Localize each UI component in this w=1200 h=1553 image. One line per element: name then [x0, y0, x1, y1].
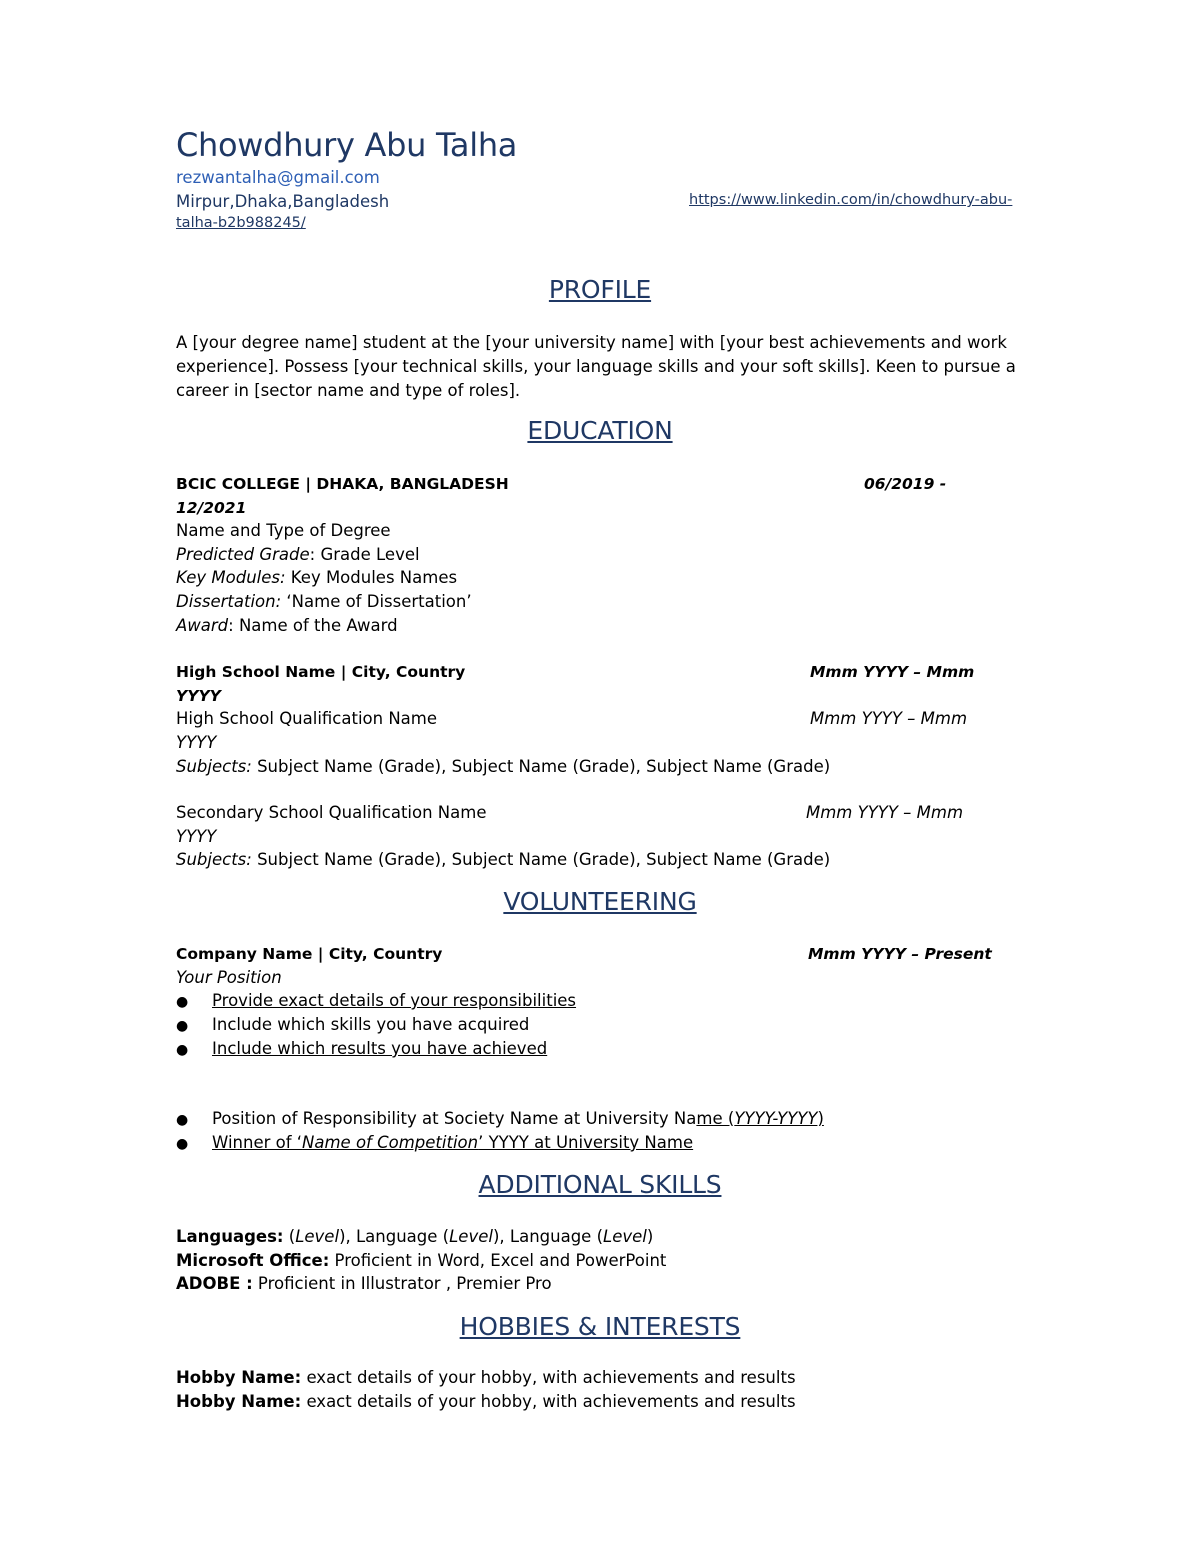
- linkedin-link-continued[interactable]: talha-b2b988245/: [176, 215, 306, 231]
- linkedin-link[interactable]: https://www.linkedin.com/in/chowdhury-abu-: [689, 192, 1013, 208]
- high-school-qualification: High School Qualification Name: [176, 709, 438, 728]
- list-item: ● Include which results you have achieved: [176, 1037, 547, 1062]
- education-heading: EDUCATION: [527, 416, 673, 445]
- high-school-date-b: YYYY: [176, 687, 221, 705]
- award-value: : Name of the Award: [228, 616, 398, 635]
- key-modules: [176, 566, 457, 590]
- list-item: ● Include which skills you have acquired: [176, 1013, 529, 1038]
- subjects-value: Subject Name (Grade), Subject Name (Grade), Subject Name (Grade): [251, 757, 831, 776]
- candidate-name: Chowdhury Abu Talha: [176, 126, 518, 164]
- degree-name: Name and Type of Degree: [176, 521, 391, 540]
- predicted-grade: [176, 543, 420, 567]
- high-school-title: High School Name | City, Country: [176, 663, 466, 681]
- college-date-end: 12/2021: [176, 499, 247, 517]
- email-address[interactable]: rezwantalha@gmail.com: [176, 168, 380, 187]
- high-school-subjects: [176, 755, 830, 779]
- bullet-icon: ●: [176, 1018, 189, 1034]
- high-school-date-a: Mmm YYYY – Mmm: [810, 663, 975, 681]
- bullet-icon: ●: [176, 1042, 189, 1058]
- award-label: Award: [176, 616, 229, 635]
- predicted-grade-label: Predicted Grade: [176, 545, 310, 564]
- bullet-icon: ●: [176, 1112, 189, 1128]
- secondary-date-b: YYYY: [176, 827, 217, 846]
- hobbies-heading: HOBBIES & INTERESTS: [459, 1312, 741, 1341]
- high-school-qualification-date-a: Mmm YYYY – Mmm: [810, 709, 968, 728]
- dissertation-value: ‘Name of Dissertation’: [281, 592, 472, 611]
- college-date-start: 06/2019 -: [864, 475, 947, 493]
- list-item: ● Provide exact details of your responsibilities: [176, 989, 576, 1014]
- profile-heading: PROFILE: [548, 275, 652, 304]
- secondary-qualification: Secondary School Qualification Name: [176, 803, 487, 822]
- hobby-item: Hobby Name: exact details of your hobby, with achievements and results: [176, 1368, 796, 1387]
- bullet-icon: ●: [176, 994, 189, 1010]
- list-item: ● Winner of ‘Name of Competition’ YYYY at University Name: [176, 1131, 693, 1156]
- secondary-subjects: [176, 848, 830, 872]
- bullet-icon: ●: [176, 1136, 189, 1152]
- high-school-qualification-date-b: YYYY: [176, 733, 217, 752]
- subjects-label: Subjects:: [176, 757, 252, 776]
- dissertation-label: Dissertation:: [176, 592, 282, 611]
- dissertation: [176, 590, 472, 614]
- secondary-date-a: Mmm YYYY – Mmm: [806, 803, 964, 822]
- location: Mirpur,Dhaka,Bangladesh: [176, 192, 390, 211]
- skills-heading: ADDITIONAL SKILLS: [478, 1170, 722, 1199]
- position-title: Your Position: [176, 968, 282, 987]
- languages-line: Languages: (Level), Language (Level), Language (Level): [176, 1227, 654, 1246]
- profile-text: A [your degree name] student at the [your university name] with [your best achievements and work experience]. Possess [your technical skills, your language skills and your soft skills]. Keen to pursue a career in [sector name and type of roles].: [176, 333, 1016, 400]
- volunteering-heading: VOLUNTEERING: [503, 887, 697, 916]
- award: [176, 614, 398, 638]
- company-date: Mmm YYYY – Present: [808, 945, 992, 963]
- adobe-skills: ADOBE : Proficient in Illustrator , Premier Pro: [176, 1274, 552, 1293]
- subjects-value: Subject Name (Grade), Subject Name (Grade), Subject Name (Grade): [251, 850, 831, 869]
- subjects-label: Subjects:: [176, 850, 252, 869]
- college-title: BCIC COLLEGE | DHAKA, BANGLADESH: [176, 475, 509, 493]
- office-skills: Microsoft Office: Proficient in Word, Excel and PowerPoint: [176, 1251, 667, 1270]
- key-modules-value: Key Modules Names: [285, 568, 458, 587]
- company-title: Company Name | City, Country: [176, 945, 443, 963]
- hobby-item: Hobby Name: exact details of your hobby, with achievements and results: [176, 1392, 796, 1411]
- key-modules-label: Key Modules:: [176, 568, 286, 587]
- list-item: ● Position of Responsibility at Society Name at University Name (YYYY-YYYY): [176, 1107, 824, 1132]
- predicted-grade-value: : Grade Level: [309, 545, 420, 564]
